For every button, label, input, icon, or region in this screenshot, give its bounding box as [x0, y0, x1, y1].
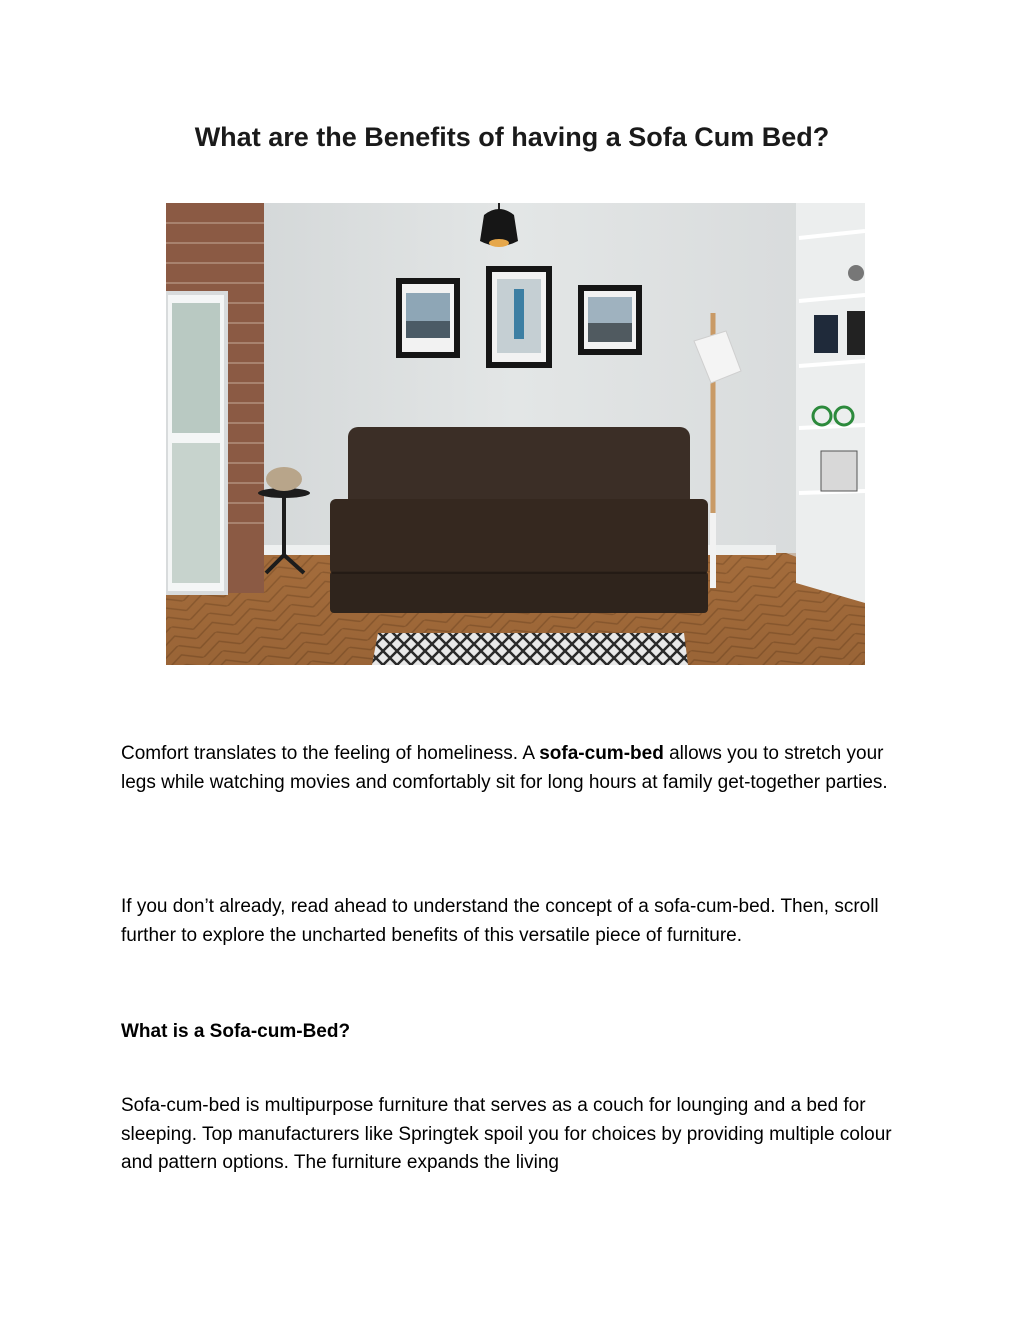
sofa-cum-bed-keyword: sofa-cum-bed	[539, 743, 664, 764]
intro-text-start: Comfort translates to the feeling of homeliness. A	[121, 743, 540, 764]
definition-paragraph: Sofa-cum-bed is multipurpose furniture that serves as a couch for lounging and a bed for sleeping. Top manufacturers like Springtek spoil you for choices by providing multiple colour and pattern options. The furniture expands the living	[121, 1095, 892, 1173]
section-heading: What is a Sofa-cum-Bed?	[121, 1021, 351, 1042]
page-title: What are the Benefits of having a Sofa Cum Bed?	[194, 122, 830, 152]
intro-text-end: allows you to stretch your legs while watching movies and comfortably sit for long hours at family get-together parties.	[121, 743, 888, 793]
intro-paragraph	[121, 740, 911, 797]
concept-paragraph: If you don’t already, read ahead to understand the concept of a sofa-cum-bed. Then, scroll further to explore the uncharted benefits of this versatile piece of furniture.	[121, 896, 879, 946]
sofa-photo	[166, 203, 865, 665]
